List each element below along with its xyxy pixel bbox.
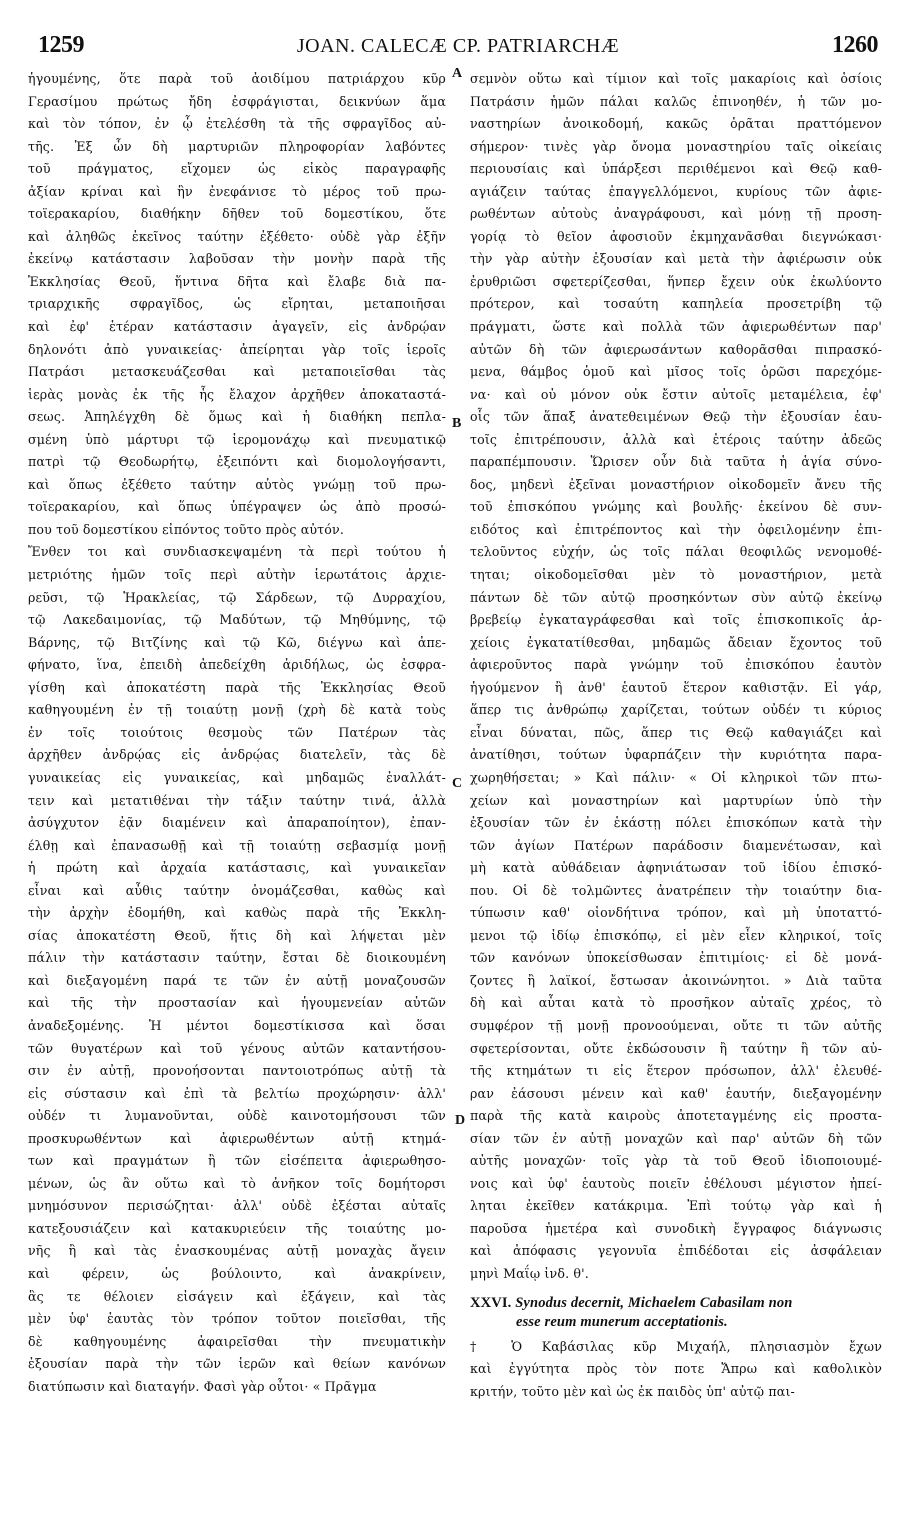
text-line: τῆς. Ἐξ ὧν δὴ μαρτυριῶν πληροφορίαν λαβόντες: [28, 138, 446, 154]
text-line: ρεῦσι, τῷ Ἡρακλείας, τῷ Σάρδεων, τῷ Δυρραχίου,: [28, 589, 446, 605]
margin-letter-a: A: [452, 66, 463, 81]
text-line: τὴν ἀρχὴν ἐδομήθη, καὶ καθὼς παρὰ τῆς Ἐκκλη-: [28, 905, 446, 921]
text-line: ἀρχῆθεν ἀνδρῴας εἰς ἀνδρῴας διατελεῖν, τὰς δὲ: [28, 747, 446, 763]
text-line: αὐτῆς μοναχῶν· τοῖς γὰρ τὰ τοῦ Θεοῦ ἰδιοποιουμέ-: [470, 1153, 882, 1169]
text-line: τοϊερακαρίου, καὶ ὅπως ὑπέγραψεν ὡς ἀπὸ προσώ-: [28, 499, 446, 515]
text-line: δὴ καὶ αὗται κατὰ τὸ προσῆκον αὐταῖς χρέος, τὸ: [470, 995, 882, 1011]
text-line: Ἔνθεν τοι καὶ συνδιασκεψαμένη τὰ περὶ τούτου ἡ: [28, 544, 446, 560]
text-line: μετριότης ἡμῶν τοῖς περὶ αὐτὴν ἱερωτάτοις ἀρχιε-: [28, 567, 446, 583]
text-line: των καὶ πραγμάτων ἢ τῶν εἰσέπειτα ἀφιερωθησο-: [28, 1153, 446, 1169]
text-line: τειν καὶ μετατιθέναι τὴν τάξιν ταύτην τινά, ἀλλὰ: [28, 792, 446, 808]
text-line: ἡγούμενον ἢ ἀνθ' ἑαυτοῦ ἕτερον καθιστᾷν. Εἰ γάρ,: [470, 679, 882, 695]
section-title-continued: esse reum munerum acceptationis.: [516, 1313, 728, 1330]
text-line: ἐξουσίαν τῶν ἐν ἑκάστῃ πόλει ἐπισκόπων κατὰ τὴν: [470, 815, 882, 831]
text-line: εἶναι καὶ αὖθις ταύτην ὀνομάζεσθαι, καθὼς καὶ: [28, 882, 446, 898]
page-number-left: 1259: [38, 32, 84, 58]
text-line: τύπωσιν καθ' οἱονδήτινα τρόπον, καὶ μὴ ὑποταττό-: [470, 905, 882, 921]
text-line: παρὰ τῆς κατὰ καιροὺς ἀποτεταγμένης εἰς προστα-: [470, 1108, 882, 1124]
text-line: καθηγουμένη ἐν τῇ τοιαύτῃ μονῇ (χρὴ δὲ κατὰ τοὺς: [28, 702, 446, 718]
text-line: τριαρχικῆς σφραγῖδος, ὡς εἴρηται, μεταποιῆσαι: [28, 296, 446, 312]
text-line: δὲ καθηγουμένης ἀφαιρεῖσθαι τὴν πνευματικὴν: [28, 1333, 446, 1349]
text-line: ζοντες ἢ λαϊκοί, ἔστωσαν ἀκοινώνητοι. » Διὰ ταῦτα: [470, 972, 882, 988]
text-line: τηται; οἰκοδομεῖσθαι μὲν τὸ μοναστήριον, μετὰ: [470, 567, 882, 583]
text-line: μνημόσυνον περισώζηται· ἀλλ' οὐδὲ ἐξέσται αὐταῖς: [28, 1198, 446, 1214]
text-line: οἷς τῶν ἅπαξ ἀνατεθειμένων Θεῷ τὴν ἐξουσίαν ἑαυ-: [470, 409, 882, 425]
text-line: διατύπωσιν καὶ διαταγήν. Φασὶ γὰρ οὗτοι· « Πρᾶγμα: [28, 1378, 377, 1394]
text-line: οὐδέν τι λυμανοῦνται, οὐδὲ καινοτομήσουσι τῶν: [28, 1108, 446, 1124]
right-column-text-a: [470, 68, 882, 1286]
text-line: μενα, θάμβος ὁμοῦ καὶ μῖσος τοῖς ὁρῶσι παρεχόμε-: [470, 364, 882, 380]
text-line: καὶ ἀληθῶς ἐκεῖνος ταύτην ἐξέθετο· οὐδὲ γὰρ ἐξῆν: [28, 228, 446, 244]
text-line: ληται ἐκεῖθεν κατάκριμα. Ἐπὶ τούτῳ γὰρ καὶ ἡ: [470, 1198, 882, 1214]
text-line: σίας ἀποκατέστη Θεοῦ, ἥτις δὴ καὶ λήψεται μὲν: [28, 927, 446, 943]
text-line: Βάρνης, τῷ Βιτζίνης καὶ τῷ Κῶ, διέγνω καὶ ἀπε-: [28, 634, 446, 650]
section-heading: [470, 1294, 882, 1332]
text-line: δηλονότι ἀπὸ γυναικείας· ἀπείρηται γὰρ τοῖς ἱεροῖς: [28, 341, 446, 357]
text-line: σμένη ὑπὸ μάρτυρι τῷ ἱερομονάχῳ καὶ πνευματικῷ: [28, 431, 446, 447]
text-line: πάλιν τὴν κατάστασιν ταύτην, ἔσται δὲ διοικουμένη: [28, 950, 446, 966]
text-line: τῶν κανόνων ὑποκείσθωσαν ἐπιτιμίοις· εἰ δὲ μονά-: [470, 950, 882, 966]
text-line: έλθῃ καὶ ἐπανασωθῇ καὶ τῇ τοιαύτῃ σεβασμίᾳ μονῇ: [28, 837, 446, 853]
text-line: εἶναι δύναται, πῶς, ἅπερ τις Θεῷ καθαγιάζει καὶ: [470, 724, 882, 740]
text-line: τελοῦντος εὐχήν, ὡς τοῖς πάλαι θεοφιλῶς νενομοθέ-: [470, 544, 882, 560]
text-line: καὶ ὅπως ἐξέθετο ταύτην αὐτὸς γνώμῃ τοῦ πρω-: [28, 476, 446, 492]
text-line: κατεξουσιάζειν καὶ κατακυριεύειν τῆς τοιαύτης μο-: [28, 1220, 446, 1236]
text-line: πατρὶ τῷ Θεοδωρήτῳ, ἐξειπόντι καὶ διομολογήσαντι,: [28, 454, 446, 470]
running-title: JOAN. CALECÆ CP. PATRIARCHÆ: [296, 35, 620, 57]
text-line: καὶ διεξαγομένη παρά τε τῶν ἐν αὐτῇ μοναζουσῶν: [28, 972, 446, 988]
text-line: συμφέρον τῇ μονῇ προνοούμεναι, οὔτε τι τῶν αὐτῆς: [470, 1017, 882, 1033]
text-line: ἅπερ τις ἀνθρώπῳ χαρίζεται, τούτων οὐδέν τι κύριος: [470, 702, 882, 718]
text-line: ἐκείνῳ κατάστασιν λαβοῦσαν τὴν μονὴν παρὰ τῆς: [28, 251, 446, 267]
text-line: ειδότος καὶ ἐπιτρέποντος καὶ τὴν ὀφειλομένην ἐπι-: [470, 521, 882, 537]
text-line: τὴν γὰρ αὐτὴν ἐξουσίαν καὶ μετὰ τὴν ἀφιέρωσιν οὐκ: [470, 251, 882, 267]
text-line: φήνατο, ἵνα, ἐπειδὴ ἀπεδείχθη ἀριδήλως, ὡς ἐσφρα-: [28, 657, 446, 673]
text-line: μηνὶ Μαΐῳ ἰνδ. θ'.: [470, 1265, 589, 1281]
text-line: προσκυρωθέντων καὶ ἀφιερωθέντων αὐτῇ κτημά-: [28, 1130, 446, 1146]
text-line: κριτήν, τοῦτο μὲν καὶ ὡς ἐκ παιδὸς ὑπ' αὐτῷ παι-: [470, 1383, 795, 1399]
text-line: μενοι τῷ ἰδίῳ ἐπισκόπῳ, εἰ μὲν εἶεν κληρικοί, τοῖς: [470, 927, 882, 943]
text-line: τῷ Λακεδαιμονίας, τῷ Μαδύτων, τῷ Μηθύμνης, τῷ: [28, 612, 446, 628]
text-line: πάντων δὲ τῶν αὐτῷ προσηκόντων σὺν αὐτῷ ἐκείνῳ: [470, 589, 882, 605]
text-line: σίαν τῶν ἐν αὐτῇ μοναχῶν καὶ παρ' αὐτῶν δὴ τῶν: [470, 1130, 882, 1146]
text-line: Γερασίμου πρώτως ἤδη ἐσφράγισται, δεικνύων ἅμα: [28, 93, 446, 109]
text-line: νοις καὶ ὑφ' ἑαυτοὺς ποιεῖν ἐθέλουσι μέγιστον ἠπεί-: [470, 1175, 882, 1191]
text-line: παραπέμπουσιν. Ὥρισεν οὖν διὰ ταῦτα ἡ ἁγία σύνο-: [470, 454, 882, 470]
right-column: [470, 68, 882, 1403]
text-line: μὲν ὑφ' ἑαυτὰς τὸν τρόπον τοῦτον ποιεῖσθαι, τῆς: [28, 1311, 446, 1327]
text-line: αὐτῶν δὴ τῶν ἀφιερωσάντων καθορᾶσθαι πιπρασκό-: [470, 341, 882, 357]
text-line: γυναικείας εἰς γυναικείας, καὶ μηδαμῶς ἐναλλάτ-: [28, 769, 446, 785]
section-number: XXVI.: [470, 1294, 512, 1311]
text-line: περιουσίαις καὶ ὑπάρξεσι περιθέμενοι καὶ Θεῷ καθ-: [470, 161, 882, 177]
text-line: σήμερον· τινὲς γὰρ ὄνομα μοναστηρίου ταῖς οἰκείαις: [470, 138, 882, 154]
text-line: παροῦσα ἡμετέρα καὶ συνοδικὴ ἔγγραφος διάγνωσις: [470, 1220, 882, 1236]
text-line: Ἐκκλησίας Θεοῦ, ἥντινα δῆτα καὶ ἔλαβε διὰ πα-: [28, 273, 446, 289]
text-line: ἀξίαν κρίναι καὶ ἣν ἐνεφάνισε τὸ μέρος τοῦ πρω-: [28, 183, 446, 199]
text-line: τῆς κτημάτων τι εἰς ἕτερον πρόσωπον, ἀλλ' ἐλευθέ-: [470, 1063, 882, 1079]
text-line: σεως. Ἀπηλέγχθη δὲ ὅμως καὶ ἡ διαθήκη πεπλα-: [28, 409, 446, 425]
left-column: [28, 68, 446, 1398]
text-line: ρωθέντων αὐτοὺς ἀναγράφουσι, καὶ μόνῃ τῇ προση-: [470, 206, 882, 222]
text-line: τοῦ πράγματος, εἴχομεν ὡς εἰκὸς παραγραφῆς: [28, 161, 446, 177]
text-line: καὶ ἐφ' ἑτέραν κατάστασιν ἀγαγεῖν, εἰς ἀνδρῴαν: [28, 319, 446, 335]
text-line: ἀφιεροῦντος παρὰ γνώμην τοῦ ἐπισκόπου ἑαυτὸν: [470, 657, 882, 673]
text-line: Πατράσι μετασκευάζεσθαι καὶ μεταποιεῖσθαι τὰς: [28, 364, 446, 380]
text-line: καὶ ἀπόφασις γεγονυῖα ἐπιδέδοται εἰς ἀσφάλειαν: [470, 1243, 882, 1259]
text-line: ναστηρίων ἀνοικοδομή, κακῶς ὁρᾶται πραττόμενον: [470, 116, 882, 132]
text-line: πράγματι, ὥστε καὶ πολλὰ τῶν ἀφιερωθέντων παρ': [470, 319, 882, 335]
text-line: σφετερίσονται, οὔτε ἐκδώσουσιν ἢ ταύτην ἢ τῶν αὐ-: [470, 1040, 882, 1056]
text-line: ἱερὰς μονὰς ἐκ τῆς ἧς ἔλαχον ἀρχῆθεν ἀποκαταστά-: [28, 386, 446, 402]
text-line: γίσθη καὶ ἀποκατέστη παρὰ τῆς Ἐκκλησίας Θεοῦ: [28, 679, 446, 695]
section-title: Synodus decernit, Michaelem Cabasilam non: [515, 1294, 793, 1311]
text-line: εἰς σύστασιν καὶ ἐπὶ τὰ βελτίω προχώρησιν· ἀλλ': [28, 1085, 446, 1101]
margin-letter-c: C: [452, 776, 463, 791]
text-line: πρότερον, καὶ τοσαύτη καπηλεία προσετρίβη τῷ: [470, 296, 882, 312]
text-line: ἀναδεξομένης. Ἡ μέντοι δομεστίκισσα καὶ ὅσαι: [28, 1017, 446, 1033]
text-line: † Ὁ Καβάσιλας κῦρ Μιχαήλ, πλησιασμὸν ἔχων: [470, 1338, 882, 1354]
text-line: που. Οἱ δὲ τολμῶντες ἀνατρέπειν τὴν τοιαύτην δια-: [470, 882, 882, 898]
text-line: ἐν τοῖς τοιούτοις θεσμοὺς τῶν Πατέρων τὰς: [28, 724, 446, 740]
text-line: αγιάζειν ταύτας ἐπαγγελλόμενοι, κυρίους τῶν ἀφιε-: [470, 183, 882, 199]
page-number-right: 1260: [832, 32, 878, 58]
text-line: καὶ φέρειν, ὡς βούλοιντο, καὶ ἀνακρίνειν,: [28, 1265, 446, 1281]
text-line: καὶ τῆς τὴν προστασίαν καὶ ἡγουμενείαν αὐτῶν: [28, 995, 446, 1011]
right-column-text-b: [470, 1336, 882, 1404]
text-line: ἀσύγχυτον ἐᾷν διαμένειν καὶ ἀπαραποίητον), ἐπαν-: [28, 815, 446, 831]
text-line: χείοις ἐγκατατίθεσθαι, μηδαμῶς ἄδειαν ἔχοντος τοῦ: [470, 634, 882, 650]
text-line: μένων, ὡς ἂν οὕτω καὶ τὸ ἀνῆκον τοῖς δομήτορσι: [28, 1175, 446, 1191]
text-line: τοῦ ἐπισκόπου γνώμης καὶ βουλῆς· ἐκείνου δὲ συν-: [470, 499, 882, 515]
text-line: δος, μηδενὶ ἐξεῖναι μοναστήριον οἰκοδομεῖν ἄνευ τῆς: [470, 476, 882, 492]
text-line: τῶν θυγατέρων καὶ τοῦ γένους αὐτῶν καταντήσου-: [28, 1040, 446, 1056]
text-line: τοῖς ἐπιτρέπουσιν, ἀλλὰ καὶ ἑτέροις ταύτην ἀδεῶς: [470, 431, 882, 447]
text-line: να· καὶ οὐ μόνον οὐκ ἔστιν αὐτοῖς μεταμέλεια, ἐφ': [470, 386, 882, 402]
text-line: ἐρυθριῶσι σφετερίζεσθαι, ἥνπερ ἔχειν οὐκ ἐκωλύοντο: [470, 273, 882, 289]
text-line: μὴ κατὰ αὐθάδειαν ἀφηνιάτωσαν τοῦ ἰδίου ἐπισκό-: [470, 860, 882, 876]
text-line: ἡγουμένης, ὅτε παρὰ τοῦ ἀοιδίμου πατριάρχου κῦρ: [28, 71, 446, 86]
text-line: ραν ἐάσουσι μένειν καὶ καθ' ἑαυτήν, διεξαγομένην: [470, 1085, 882, 1101]
margin-letter-b: B: [452, 416, 462, 431]
text-line: Πατράσιν ἡμῶν πάλαι καλῶς ἐπινοηθέν, ἡ τῶν μο-: [470, 93, 882, 109]
text-line: ἃς τε θέλοιεν εἰσάγειν καὶ ἐξάγειν, καὶ τὰς: [28, 1288, 446, 1304]
text-line: ἡ πρώτη καὶ ἀρχαία κατάστασις, καὶ γυναικεῖαν: [28, 860, 446, 876]
page-header: [38, 32, 878, 66]
text-line: χείων καὶ μοναστηρίων καὶ μαρτυρίων ὑπὸ τὴν: [470, 792, 882, 808]
text-line: σιν ἐν αὐτῇ, προνοήσονται παντοιοτρόπως αὐτῇ τὰ: [28, 1063, 446, 1079]
text-line: ἀνατίθησι, τούτων ὑφαρπάζειν τὴν κυριότητα παρα-: [470, 747, 882, 763]
text-line: γορίᾳ τὸ θεῖον ἀφοσιοῦν ἐκμηχανᾶσθαι διεγνώκασι·: [470, 228, 882, 244]
text-line: τῶν ἁγίων Πατέρων παράδοσιν διαμενέτωσαν, καὶ: [470, 837, 882, 853]
text-line: βρεβείῳ ἐγκαταγράφεσθαι καὶ τοῖς ἐπισκοπικοῖς ἀρ-: [470, 612, 882, 628]
text-line: χωρηθήσεται; » Καὶ πάλιν· « Οἱ κληρικοὶ τῶν πτω-: [470, 769, 882, 785]
text-line: ἐξουσίαν παρὰ τὴν τῶν ἱερῶν καὶ θείων κανόνων: [28, 1356, 446, 1372]
text-line: που τοῦ δομεστίκου εἰπόντος τοῦτο πρὸς αὐτόν.: [28, 521, 344, 537]
text-line: τοϊερακαρίου, διαθήκην δῆθεν τοῦ δομεστίκου, ὅτε: [28, 206, 446, 222]
text-line: σεμνὸν οὕτω καὶ τίμιον καὶ τοῖς μακαρίοις καὶ ὁσίοις: [470, 71, 882, 86]
text-line: νῆς ἢ καὶ τὰς ἐνασκουμένας αὐτῇ μοναχὰς ἄγειν: [28, 1243, 446, 1259]
margin-letter-d: D: [455, 1113, 466, 1128]
text-line: καὶ ἐγγύτητα πρὸς τὸν ποτε Ἄπρω καὶ καθολικὸν: [470, 1361, 882, 1377]
text-line: καὶ τὸν τόπον, ἐν ᾧ ἐτελέσθη τὰ τῆς σφραγῖδος αὐ-: [28, 116, 446, 132]
